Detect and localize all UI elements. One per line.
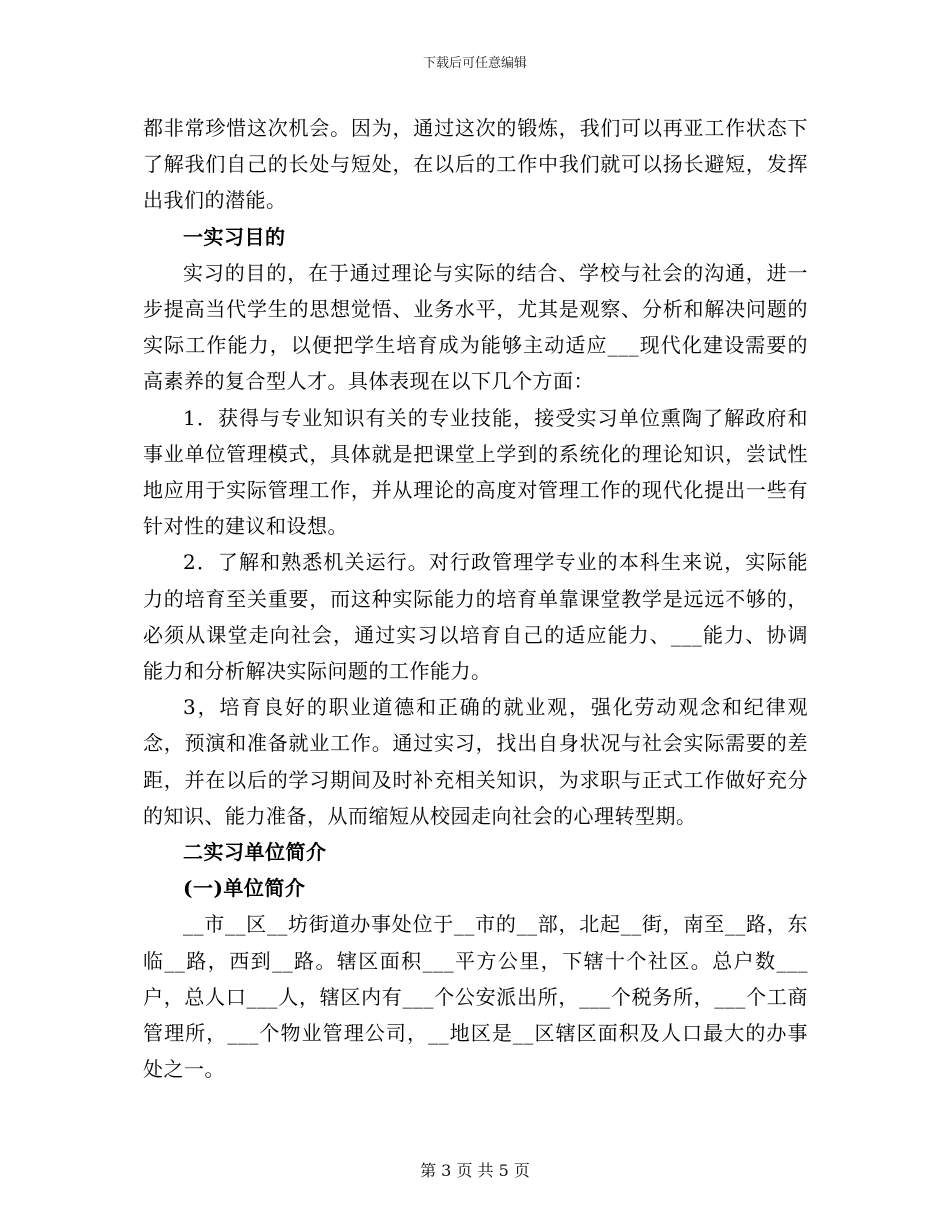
paragraph-intro-continuation: 都非常珍惜这次机会。因为，通过这次的锻炼，我们可以再亚工作状态下了解我们自己的长处与短处，在以后的工作中我们就可以扬长避短，发挥出我们的潜能。 <box>143 116 808 213</box>
paragraph-point-2: 2．了解和熟悉机关运行。对行政管理学专业的本科生来说，实际能力的培育至关重要，而这种实际能力的培育单靠课堂教学是远远不够的，必须从课堂走向社会，通过实习以培育自己的适应能力、___能力、协调能力和分析解决实际问题的工作能力。 <box>143 550 808 684</box>
section-heading-purpose: 一实习目的 <box>183 224 286 249</box>
paragraph-purpose: 实习的目的，在于通过理论与实际的结合、学校与社会的沟通，进一步提高当代学生的思想觉悟、业务水平，尤其是观察、分析和解决问题的实际工作能力，以便把学生培育成为能够主动适应___现代化建设需要的高素养的复合型人才。具体表现在以下几个方面： <box>143 260 808 394</box>
paragraph-unit-intro: __市__区__坊街道办事处位于__市的__部，北起__街，南至__路，东临__路，西到__路。辖区面积___平方公里，下辖十个社区。总户数___户，总人口___人，辖区内有___个公安派出所，___个税务所，___个工商管理所，___个物业管理公司，__地区是__区辖区面积及人口最大的办事处之一。 <box>143 912 808 1082</box>
page-number: 第 3 页 共 5 页 <box>420 1161 530 1180</box>
subsection-heading-unit-intro: (一)单位简介 <box>183 876 306 901</box>
page-header: 下载后可任意编辑 <box>422 56 527 71</box>
paragraph-point-1: 1．获得与专业知识有关的专业技能，接受实习单位熏陶了解政府和事业单位管理模式，具体就是把课堂上学到的系统化的理论知识，尝试性地应用于实际管理工作，并从理论的高度对管理工作的现代化提出一些有针对性的建议和设想。 <box>143 405 808 539</box>
section-heading-unit: 二实习单位简介 <box>183 840 327 865</box>
document-body <box>143 110 808 1087</box>
paragraph-point-3: 3，培育良好的职业道德和正确的就业观，强化劳动观念和纪律观念，预演和准备就业工作。通过实习，找出自身状况与社会实际需要的差距，并在以后的学习期间及时补充相关知识，为求职与正式工作做好充分的知识、能力准备，从而缩短从校园走向社会的心理转型期。 <box>143 695 808 828</box>
